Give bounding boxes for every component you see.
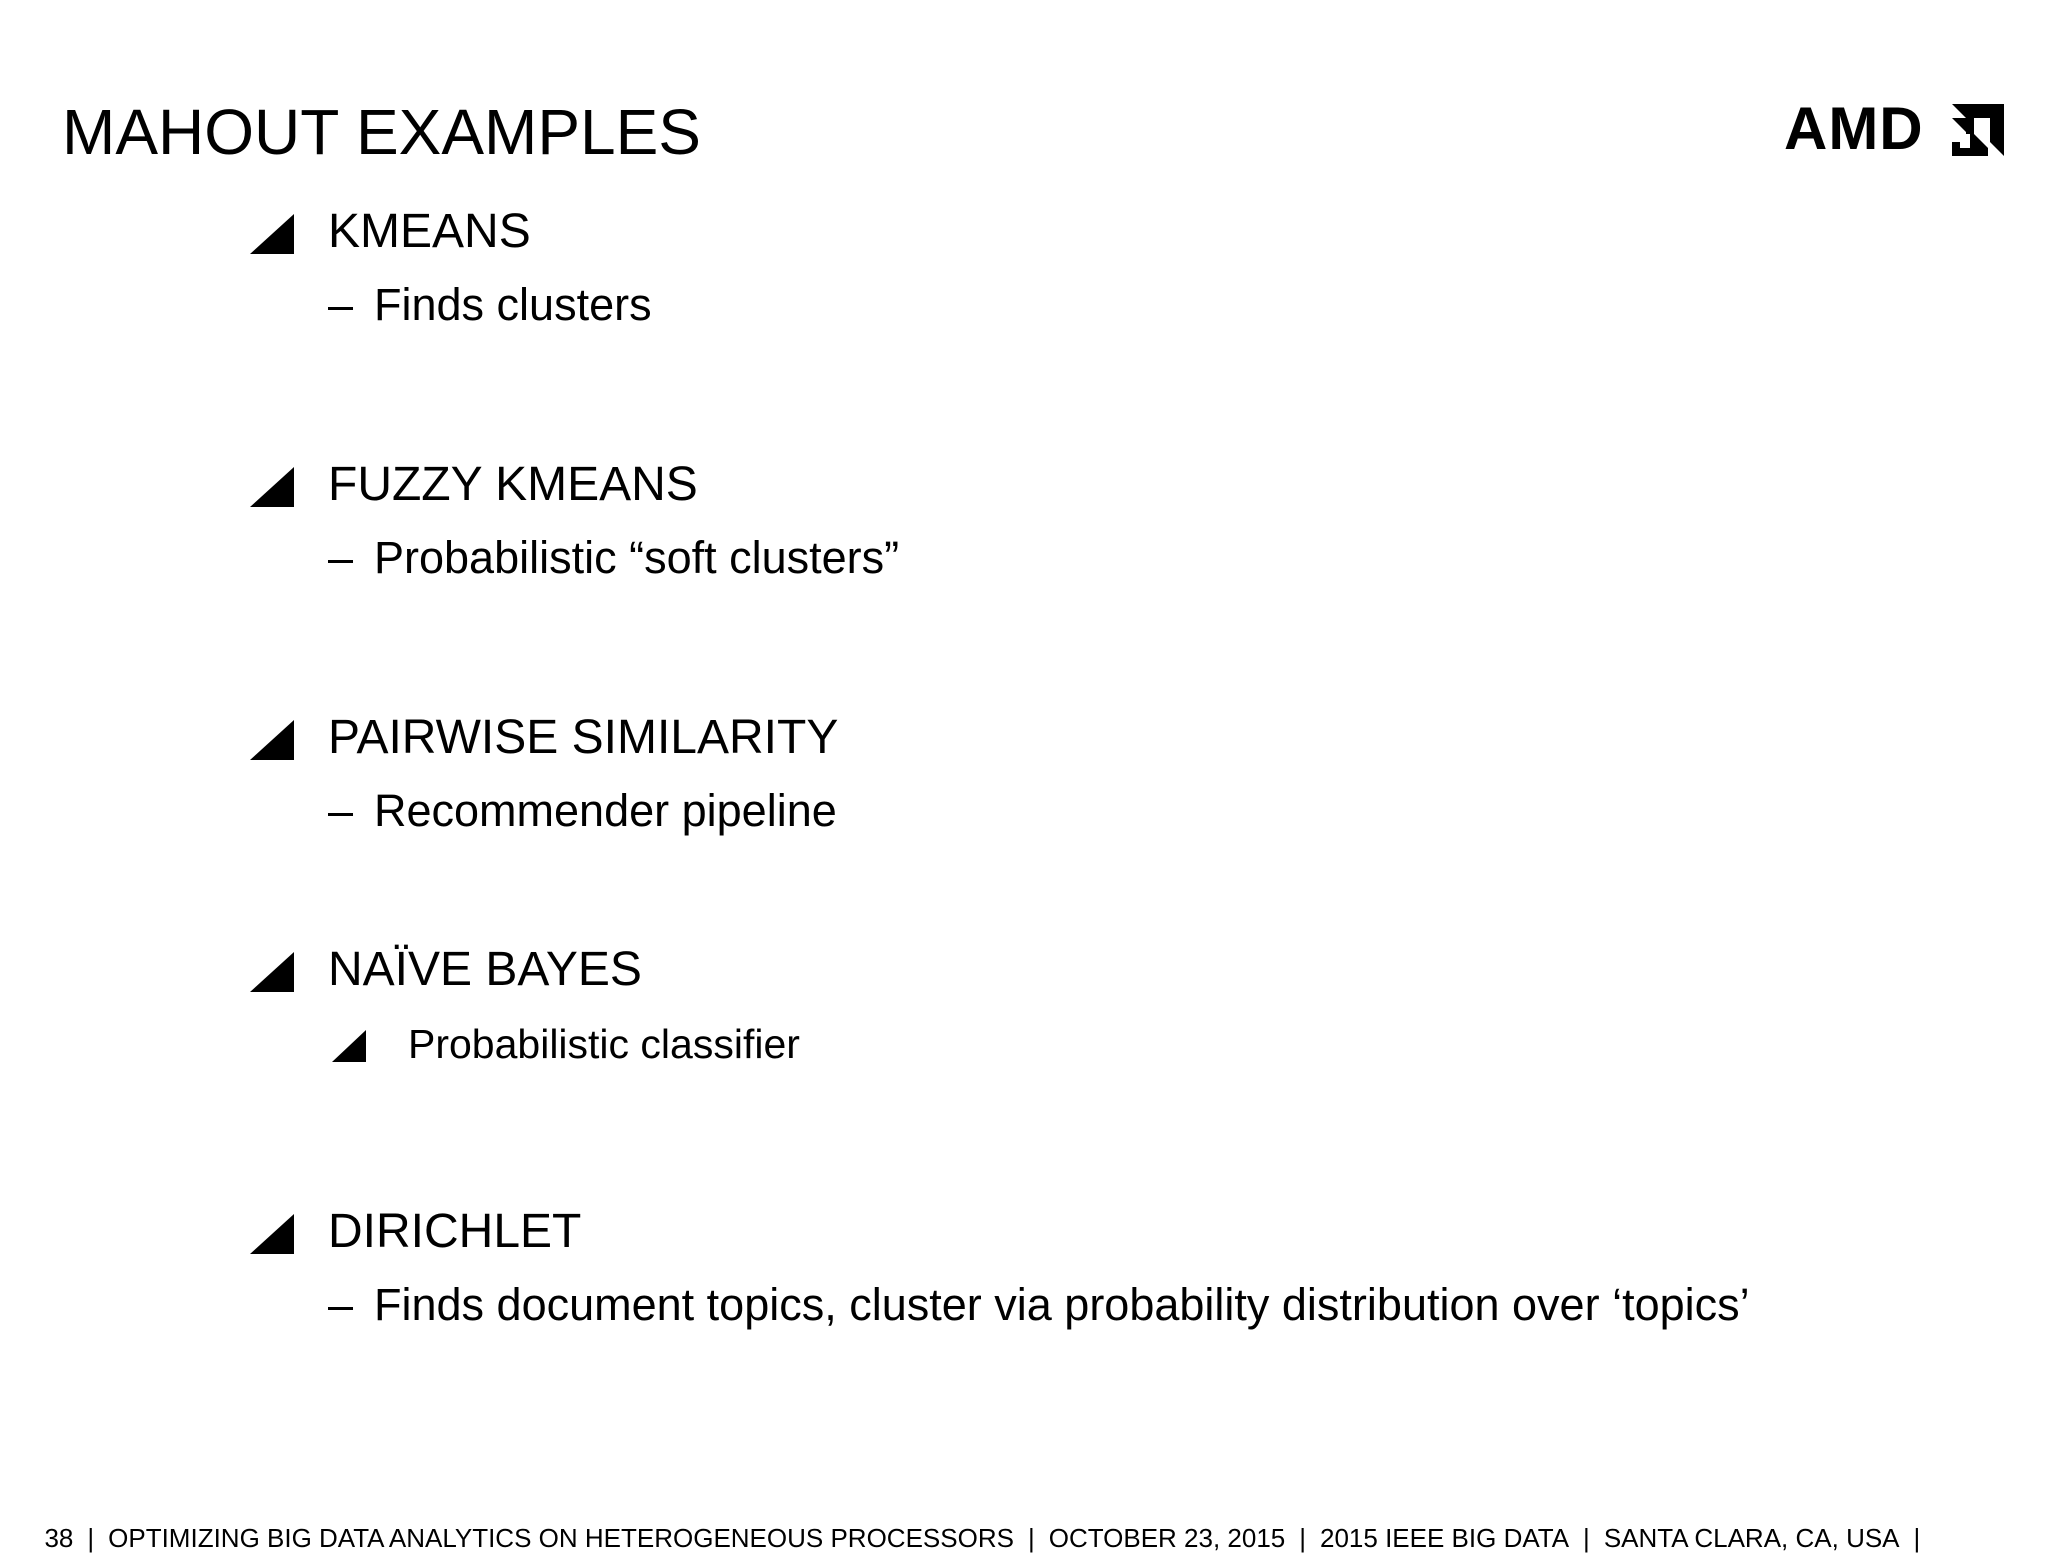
slide-title: MAHOUT EXAMPLES <box>62 96 701 168</box>
triangle-bullet-icon <box>250 720 294 764</box>
subtext-content: Finds clusters <box>374 279 652 330</box>
item-heading: FUZZY KMEANS <box>328 458 698 511</box>
page-number: 38 <box>44 1523 74 1553</box>
footer-separator: | <box>1027 1523 1035 1553</box>
triangle-bullet-icon <box>250 467 294 511</box>
footer-date: OCTOBER 23, 2015 <box>1048 1523 1286 1553</box>
amd-logo <box>1784 95 2004 162</box>
footer-location: SANTA CLARA, CA, USA <box>1603 1523 1900 1553</box>
footer-separator: | <box>1583 1523 1590 1553</box>
subtext-content: Recommender pipeline <box>374 785 837 836</box>
footer-separator: | <box>1913 1523 1921 1553</box>
footer-event: 2015 IEEE BIG DATA <box>1320 1523 1570 1553</box>
item-subtext <box>328 1276 1750 1334</box>
item-subtext <box>328 276 652 334</box>
triangle-bullet-icon <box>250 214 294 258</box>
sub-bullet-text: Probabilistic classifier <box>408 1021 800 1067</box>
item-heading: NAÏVE BAYES <box>328 943 642 996</box>
dash-marker: – <box>328 1279 354 1330</box>
subtext-content: Finds document topics, cluster via probability distribution over ‘topics’ <box>374 1279 1750 1330</box>
slide-footer <box>30 1490 1934 1554</box>
footer-separator: | <box>87 1523 95 1553</box>
dash-marker: – <box>328 279 354 330</box>
dash-marker: – <box>328 532 354 583</box>
item-subtext <box>328 782 837 840</box>
triangle-sub-bullet-icon <box>332 1030 366 1064</box>
dash-marker: – <box>328 785 354 836</box>
subtext-content: Probabilistic “soft clusters” <box>374 532 900 583</box>
item-heading: PAIRWISE SIMILARITY <box>328 711 839 764</box>
item-heading: KMEANS <box>328 205 531 258</box>
footer-talk-title: OPTIMIZING BIG DATA ANALYTICS ON HETEROGENEOUS PROCESSORS <box>108 1523 1014 1553</box>
amd-arrow-logo-icon <box>1952 104 2004 156</box>
triangle-bullet-icon <box>250 1214 294 1258</box>
logo-text: AMD <box>1784 95 1924 162</box>
item-heading: DIRICHLET <box>328 1205 582 1258</box>
footer-separator: | <box>1299 1523 1307 1553</box>
item-subtext <box>328 529 899 587</box>
triangle-bullet-icon <box>250 952 294 996</box>
